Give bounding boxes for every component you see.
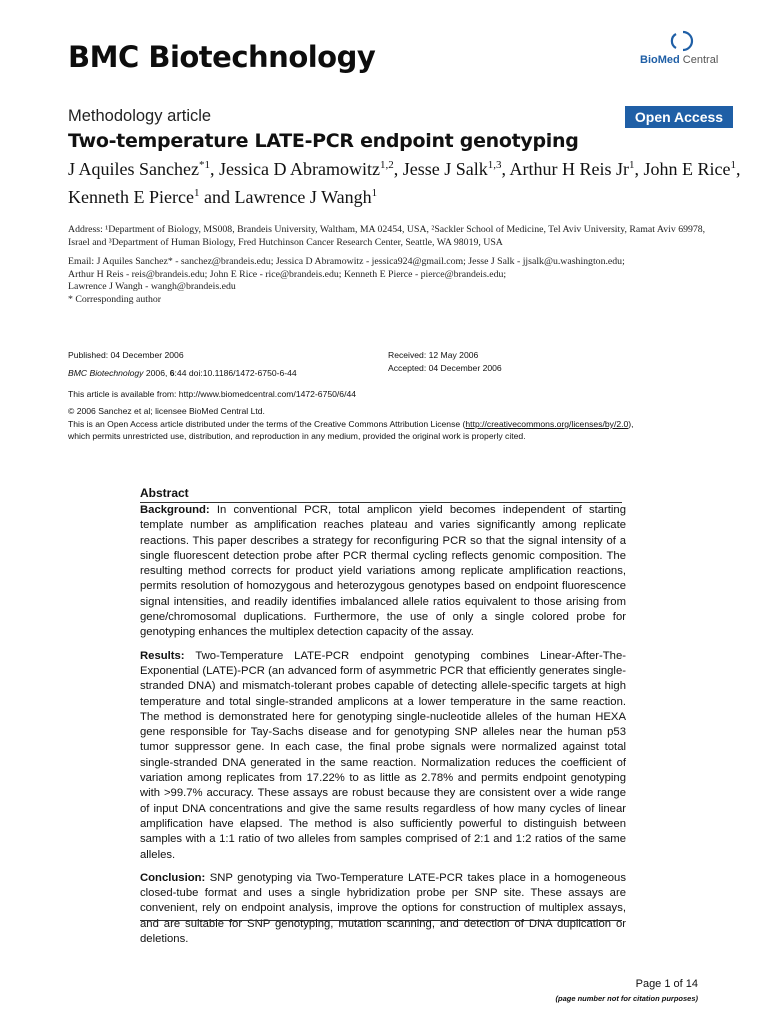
license-link[interactable]: http://creativecommons.org/licenses/by/2.0 [465, 419, 629, 429]
published-date: Published: 04 December 2006 [68, 350, 184, 360]
email-line: Email: J Aquiles Sanchez* - sanchez@brandeis.edu; Jessica D Abramowitz - jessica924@gmail.com; Jesse J Salk - jjsalk@u.washington.edu; [68, 256, 625, 267]
abstract-section [140, 486, 626, 947]
article-title: Two-temperature LATE-PCR endpoint genotyping [68, 130, 579, 152]
author-name: Kenneth E Pierce [68, 187, 194, 207]
copyright-line: © 2006 Sanchez et al; licensee BioMed Central Ltd. [68, 406, 265, 416]
author-separator: , [209, 159, 219, 179]
author-name: J Aquiles Sanchez [68, 159, 199, 179]
biomed-word-central: Central [682, 54, 719, 66]
corresponding-author-note: * Corresponding author [68, 294, 162, 305]
author-separator: , [393, 159, 403, 179]
author-name: John E Rice [643, 159, 731, 179]
conclusion-text: SNP genotyping via Two-Temperature LATE-PCR takes place in a homogeneous closed-tube format and uses a single hybridization probe per SNP site. These assays are convenient, rely on endpoint analysis, improve the options for construction of multiplex assays, and are suitable for SNP genotyping, mutation scanning, and detection of DNA duplication or deletions. [140, 871, 626, 946]
conclusion-label: Conclusion: [140, 871, 206, 884]
page-number-note: (page number not for citation purposes) [555, 994, 698, 1003]
results-text: Two-Temperature LATE-PCR endpoint genotyping combines Linear-After-The-Exponential (LATE)-PCR (an advanced form of asymmetric PCR that efficiently generates single-stranded DNA) and mismatch-tolerant probes capable of detecting allele-specific targets at high temperature and total single-stranded amplicons at a lower temperature in the same reaction. The method is demonstrated here for genotyping single-nucleotide alleles of the human HEXA gene responsible for Tay-Sachs disease and for genotyping SNP alleles near the human p53 tumor suppressor gene. In each case, the final probe signals were normalized against total single-stranded DNA generated in the same reaction. Normalization reduces the coefficient of variation among replicates from 17.22% to as little as 2.78% and permits endpoint genotyping with >99.7% accuracy. These assays are robust because they are consistent over a wide range of input DNA concentrations and give the same results regardless of how many cycles of linear amplification have elapsed. The method is also sufficiently powerful to distinguish between samples with a 1:1 ratio of two alleles from samples comprised of 2:1 and 1:2 ratios of the same alleles. [140, 649, 626, 861]
citation-year: 2006, [143, 368, 170, 378]
citation [68, 368, 297, 378]
email-line: Lawrence J Wangh - wangh@brandeis.edu [68, 281, 236, 292]
author-name: Jesse J Salk [402, 159, 488, 179]
journal-title: BMC Biotechnology [68, 40, 376, 74]
biomed-central-logo [640, 30, 730, 70]
author-affiliation: *1 [198, 159, 210, 171]
citation-doi: :44 doi:10.1186/1472-6750-6-44 [174, 368, 297, 378]
biomed-word-bio: BioMed [640, 54, 680, 66]
page-number: Page 1 of 14 [635, 978, 698, 990]
license-line [68, 419, 634, 429]
author-affiliation: 1,2 [379, 159, 394, 171]
license-text-end: ), [628, 419, 634, 429]
author-name: Arthur H Reis Jr [509, 159, 629, 179]
email-list [68, 256, 728, 294]
results-label: Results: [140, 649, 185, 662]
affiliation-address: Address: ¹Department of Biology, MS008, Brandeis University, Waltham, MA 02454, USA, ²Sackler School of Medicine, Tel Aviv University, Ramat Aviv 69978, Israel and ³Department of Human Biology, Fred Hutchinson Cancer Research Center, Seattle, WA 98019, USA [68, 224, 706, 248]
license-text: This is an Open Access article distributed under the terms of the Creative Commons Attribution License ( [68, 419, 466, 429]
author-separator: , [501, 159, 510, 179]
author-affiliation: 1 [628, 159, 635, 171]
author-affiliation: 1,3 [487, 159, 502, 171]
citation-volume: 6 [169, 368, 175, 378]
author-affiliation: 1 [730, 159, 736, 171]
author-affiliation: 1 [371, 187, 378, 199]
abstract-background [140, 503, 626, 641]
email-line: Arthur H Reis - reis@brandeis.edu; John E Rice - rice@brandeis.edu; Kenneth E Pierce - pierce@brandeis.edu; [68, 268, 507, 280]
abstract-conclusion [140, 871, 626, 947]
biomed-logo-icon [670, 30, 694, 52]
author-name: Jessica D Abramowitz [218, 159, 380, 179]
license-line-2: which permits unrestricted use, distribution, and reproduction in any medium, provided the original work is properly cited. [68, 431, 526, 441]
open-access-badge: Open Access [625, 106, 733, 128]
author-separator: , [634, 159, 644, 179]
abstract-results [140, 649, 626, 863]
author-affiliation: 1 [193, 187, 200, 199]
background-label: Background: [140, 504, 210, 516]
author-separator: , [735, 159, 741, 179]
background-text: In conventional PCR, total amplicon yield becomes independent of starting template number as amplification reaches plateau and varies significantly among replicate reactions. This paper describes a strategy for reconfiguring PCR so that the signal intensity of a single fluorescent detection probe after PCR thermal cycling reflects genomic composition. The resulting method corrects for product yield variations among replicate amplification reactions, permits resolution of homozygous and heterozygous genotypes based on endpoint fluorescence signal intensities, and readily identifies imbalanced allele ratios equivalent to those arising from gene/chromosomal duplications. Furthermore, the use of only a single colored probe for genotyping enhances the multiplex detection capacity of the assay. [140, 504, 626, 639]
author-name: Lawrence J Wangh [234, 187, 372, 207]
abstract-heading: Abstract [140, 486, 622, 503]
article-type: Methodology article [68, 107, 212, 125]
article-url[interactable]: This article is available from: http://www.biomedcentral.com/1472-6750/6/44 [68, 389, 357, 399]
abstract-bottom-rule [140, 920, 622, 921]
author-list [68, 153, 748, 209]
citation-journal: BMC Biotechnology [68, 368, 144, 378]
accepted-date: Accepted: 04 December 2006 [388, 363, 502, 373]
received-date: Received: 12 May 2006 [388, 350, 479, 360]
author-separator: and [199, 187, 235, 207]
